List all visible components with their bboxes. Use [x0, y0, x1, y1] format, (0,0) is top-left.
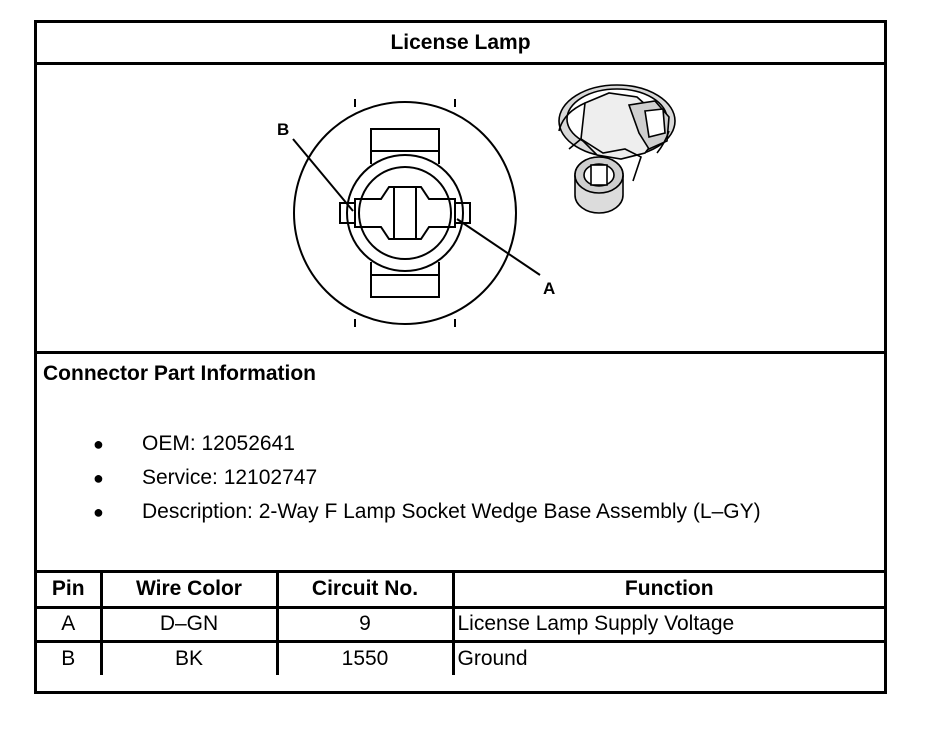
pin-cell: B	[37, 641, 101, 675]
wedge-slot	[355, 187, 455, 239]
oem-part-number: OEM: 12052641	[142, 432, 295, 455]
table-header-row	[37, 573, 884, 607]
bullet-icon: ●	[93, 502, 104, 522]
column-header-wire-color: Wire Color	[101, 573, 277, 607]
wire-color-cell: D–GN	[101, 607, 277, 641]
circuit-no-cell: 9	[277, 607, 453, 641]
card-title: License Lamp	[37, 23, 884, 65]
connector-info-heading: Connector Part Information	[43, 362, 317, 385]
socket-inner-ring-2	[359, 167, 451, 259]
service-part-number: Service: 12102747	[142, 466, 318, 489]
bullet-icon: ●	[93, 468, 104, 488]
connector-diagram	[37, 65, 884, 351]
connector-info-section	[37, 354, 884, 573]
circuit-no-cell: 1550	[277, 641, 453, 675]
pin-table	[37, 573, 884, 675]
socket-top-tab	[371, 129, 439, 164]
callout-b-leader	[293, 139, 353, 211]
callout-a-leader	[457, 219, 540, 275]
socket-bottom-tab	[371, 262, 439, 297]
socket-inner-ring	[347, 155, 463, 271]
column-header-circuit-no: Circuit No.	[277, 573, 453, 607]
connector-figure	[37, 65, 884, 354]
connector-card	[34, 20, 887, 694]
pin-cell: A	[37, 607, 101, 641]
connector-info-list	[37, 432, 884, 534]
callout-b-label: B	[277, 120, 290, 139]
table-row	[37, 607, 884, 641]
connector-description: Description: 2-Way F Lamp Socket Wedge Base Assembly (L–GY)	[142, 500, 761, 523]
bullet-icon: ●	[93, 434, 104, 454]
list-item	[37, 466, 884, 500]
column-header-function: Function	[453, 573, 884, 607]
socket-face-outline	[294, 102, 516, 324]
callout-a-label: A	[543, 279, 556, 298]
list-item	[37, 500, 884, 534]
column-header-pin: Pin	[37, 573, 101, 607]
list-item	[37, 432, 884, 466]
wire-color-cell: BK	[101, 641, 277, 675]
function-cell: License Lamp Supply Voltage	[453, 607, 884, 641]
function-cell: Ground	[453, 641, 884, 675]
socket-3d-illustration	[559, 85, 675, 213]
table-row	[37, 641, 884, 675]
